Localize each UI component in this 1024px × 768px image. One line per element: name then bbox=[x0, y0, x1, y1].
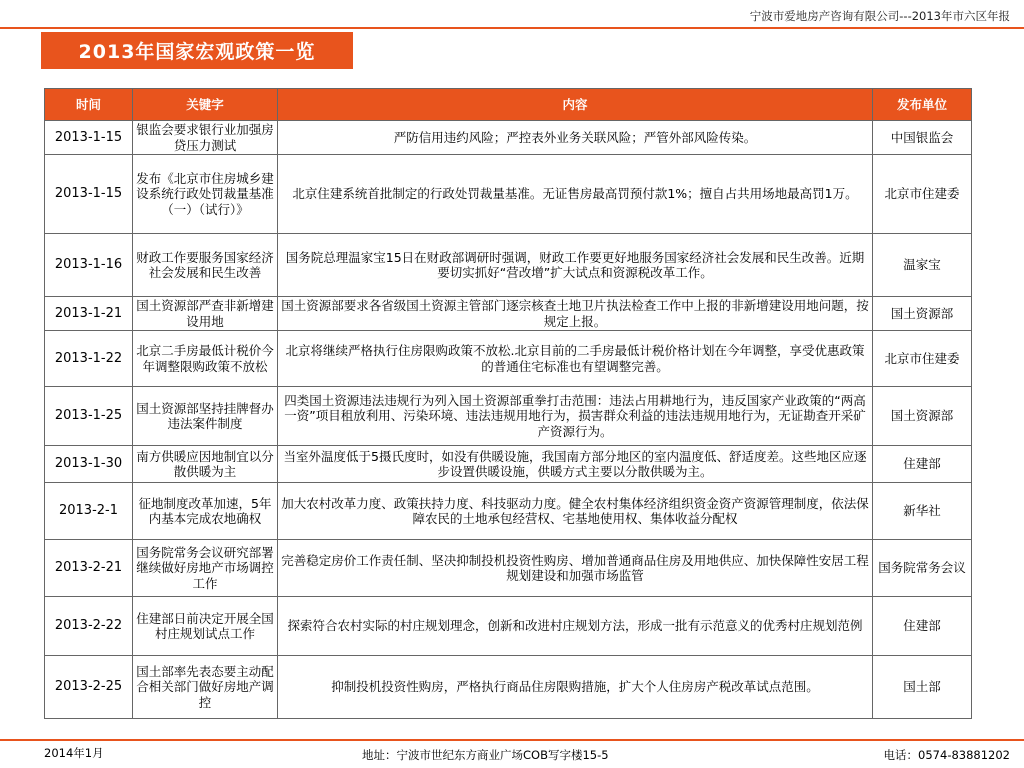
row-content: 北京将继续严格执行住房限购政策不放松.北京目前的二手房最低计税价格计划在今年调整，享受优惠政策的普通住宅标准也有望调整完善。 bbox=[278, 331, 873, 387]
row-date: 2013-1-30 bbox=[45, 446, 133, 483]
footer-phone: 电话：0574-83881202 bbox=[883, 748, 1010, 762]
row-content: 四类国土资源违法违规行为列入国土资源部重拳打击范围：违法占用耕地行为，违反国家产业政策的“两高一资”项目租放利用、污染环境、违法违规用地行为，损害群众利益的违法违规用地行为，无证勘查开采矿产资源行为。 bbox=[278, 387, 873, 446]
row-keyword: 国土资源部坚持挂牌督办违法案件制度 bbox=[133, 387, 278, 446]
table-row bbox=[45, 597, 972, 656]
row-content: 国土资源部要求各省级国土资源主管部门逐宗核查土地卫片执法检查工作中上报的非新增建设用地问题，按规定上报。 bbox=[278, 297, 873, 331]
table-row bbox=[45, 331, 972, 387]
row-publisher: 中国银监会 bbox=[873, 121, 972, 155]
header-time: 时间 bbox=[45, 89, 133, 121]
header-publisher: 发布单位 bbox=[873, 89, 972, 121]
row-keyword: 国土资源部严查非新增建设用地 bbox=[133, 297, 278, 331]
row-content: 完善稳定房价工作责任制、坚决抑制投机投资性购房、增加普通商品住房及用地供应、加快保障性安居工程规划建设和加强市场监管 bbox=[278, 540, 873, 597]
footer-divider bbox=[0, 739, 1024, 741]
row-keyword: 南方供暖应因地制宜以分散供暖为主 bbox=[133, 446, 278, 483]
row-date: 2013-1-25 bbox=[45, 387, 133, 446]
row-date: 2013-2-1 bbox=[45, 483, 133, 540]
footer-address: 地址：宁波市世纪东方商业广场COB写字楼15-5 bbox=[362, 748, 609, 762]
row-date: 2013-1-21 bbox=[45, 297, 133, 331]
policy-table bbox=[44, 88, 972, 719]
row-content: 加大农村改革力度、政策扶持力度、科技驱动力度。健全农村集体经济组织资金资产资源管理制度，依法保障农民的土地承包经营权、宅基地使用权、集体收益分配权 bbox=[278, 483, 873, 540]
row-content: 探索符合农村实际的村庄规划理念，创新和改进村庄规划方法，形成一批有示范意义的优秀村庄规划范例 bbox=[278, 597, 873, 656]
policy-table-container bbox=[44, 88, 971, 719]
table-row bbox=[45, 234, 972, 297]
row-date: 2013-2-22 bbox=[45, 597, 133, 656]
header-keyword: 关键字 bbox=[133, 89, 278, 121]
row-publisher: 北京市住建委 bbox=[873, 331, 972, 387]
row-keyword: 住建部日前决定开展全国村庄规划试点工作 bbox=[133, 597, 278, 656]
page-title: 2013年国家宏观政策一览 bbox=[41, 32, 353, 69]
row-content: 北京住建系统首批制定的行政处罚裁量基准。无证售房最高罚预付款1%；擅自占共用场地最高罚1万。 bbox=[278, 155, 873, 234]
row-content: 当室外温度低于5摄氏度时，如没有供暖设施，我国南方部分地区的室内温度低、舒适度差。这些地区应逐步设置供暖设施，供暖方式主要以分散供暖为主。 bbox=[278, 446, 873, 483]
table-row bbox=[45, 446, 972, 483]
row-publisher: 住建部 bbox=[873, 446, 972, 483]
row-date: 2013-1-15 bbox=[45, 155, 133, 234]
table-row bbox=[45, 656, 972, 719]
table-row bbox=[45, 155, 972, 234]
header-content: 内容 bbox=[278, 89, 873, 121]
table-row bbox=[45, 387, 972, 446]
row-publisher: 住建部 bbox=[873, 597, 972, 656]
table-row bbox=[45, 483, 972, 540]
row-date: 2013-1-15 bbox=[45, 121, 133, 155]
row-content: 国务院总理温家宝15日在财政部调研时强调，财政工作要更好地服务国家经济社会发展和民生改善。近期要切实抓好“营改增”扩大试点和资源税改革工作。 bbox=[278, 234, 873, 297]
table-header-row bbox=[45, 89, 972, 121]
row-content: 严防信用违约风险；严控表外业务关联风险；严管外部风险传染。 bbox=[278, 121, 873, 155]
footer-date: 2014年1月 bbox=[44, 746, 104, 760]
row-date: 2013-1-16 bbox=[45, 234, 133, 297]
row-publisher: 温家宝 bbox=[873, 234, 972, 297]
row-date: 2013-2-21 bbox=[45, 540, 133, 597]
row-publisher: 国土部 bbox=[873, 656, 972, 719]
row-keyword: 北京二手房最低计税价今年调整限购政策不放松 bbox=[133, 331, 278, 387]
row-publisher: 国土资源部 bbox=[873, 297, 972, 331]
table-row bbox=[45, 121, 972, 155]
row-content: 抑制投机投资性购房，严格执行商品住房限购措施，扩大个人住房房产税改革试点范围。 bbox=[278, 656, 873, 719]
row-publisher: 国土资源部 bbox=[873, 387, 972, 446]
row-keyword: 征地制度改革加速，5年内基本完成农地确权 bbox=[133, 483, 278, 540]
header-divider bbox=[0, 27, 1024, 29]
table-row bbox=[45, 540, 972, 597]
row-keyword: 银监会要求银行业加强房贷压力测试 bbox=[133, 121, 278, 155]
row-keyword: 财政工作要服务国家经济社会发展和民生改善 bbox=[133, 234, 278, 297]
row-keyword: 发布《北京市住房城乡建设系统行政处罚裁量基准（一）（试行）》 bbox=[133, 155, 278, 234]
row-publisher: 国务院常务会议 bbox=[873, 540, 972, 597]
company-header: 宁波市爱地房产咨询有限公司---2013年市六区年报 bbox=[749, 9, 1010, 23]
row-date: 2013-2-25 bbox=[45, 656, 133, 719]
row-date: 2013-1-22 bbox=[45, 331, 133, 387]
table-row bbox=[45, 297, 972, 331]
row-keyword: 国务院常务会议研究部署继续做好房地产市场调控工作 bbox=[133, 540, 278, 597]
row-publisher: 新华社 bbox=[873, 483, 972, 540]
row-keyword: 国土部率先表态要主动配合相关部门做好房地产调控 bbox=[133, 656, 278, 719]
row-publisher: 北京市住建委 bbox=[873, 155, 972, 234]
